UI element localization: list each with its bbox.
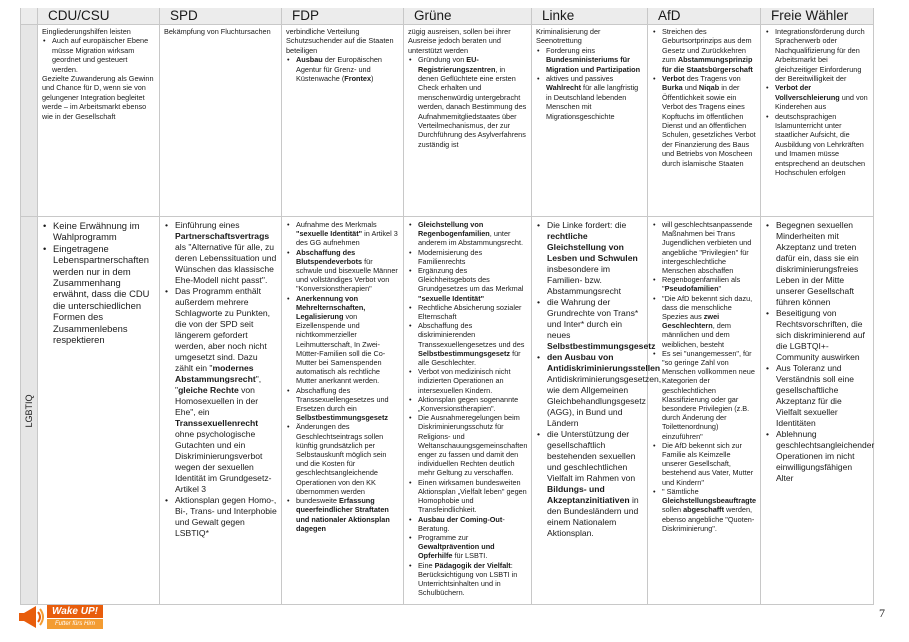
- list-item: • die Unterstützung der gesellschaftlich bestehenden sexuellen und geschlechtlichen Vielfalt im Rahmen von Bildungs- und Akzeptanzinitiativen in den Bundesländern und einem Nationalem Aktionsplan.: [536, 429, 643, 539]
- page-number: 7: [879, 606, 885, 620]
- cell-cdu-lgbtiq: [38, 217, 160, 605]
- list-item: • Gleichstellung von Regenbogenfamilien, unter anderem im Abstammungsrecht.: [408, 220, 527, 248]
- cell-spd-migration: [160, 25, 282, 217]
- list-item: • Anerkennung von Mehrelternschaften, Legalisierung von Eizellenspende und nichtkommerzieller Leihmutterschaft, In Zwei-Mütter-Familien soll die Co-Mutter bei Samenspenden automatisch als rechtliche Mutter anerkannt werden.: [286, 294, 399, 386]
- list-item: • Das Programm enthält außerdem mehrere Schlagworte zu Punkten, die von der SPD seit längerem gefordert werden, aber noch nicht umgesetzt sind. Dazu zählt ein "modernes Abstammungsrecht", "gleiche Rechte von Homosexuellen in der Ehe", ein Transsexuellenrecht ohne psychologische Gutachten und ein Diskriminierungsverbot wegen der sexuellen Identität im Grundgesetz-Artikel 3: [164, 286, 277, 495]
- list-item: • Rechtliche Absicherung sozialer Elternschaft: [408, 303, 527, 321]
- cell-text: Bekämpfung von Fluchtursachen: [164, 27, 271, 36]
- cell-gruene-migration: [404, 25, 532, 217]
- list-item: • Verbot des Tragens von Burka und Niqab in der Öffentlichkeit sowie ein Verbot des Tragens eines Kopftuchs im öffentlichen Dienst und an öffentlichen Schulen, gesetzliches Verbot der Finanzierung des Baus und Betriebs von Moscheen durch islamische Staaten: [652, 74, 756, 168]
- cell-fw-migration: [761, 25, 874, 217]
- cell-text: zügig ausreisen, sollen bei ihrer Ausreise jedoch beraten und unterstützt werden: [408, 27, 511, 55]
- list-item: • Ausbau der Europäischen Agentur für Grenz- und Küstenwache (Frontex): [286, 55, 399, 83]
- header-afd: AfD: [648, 8, 761, 25]
- list-item: • Abschaffung des diskriminierenden Transsexuellengesetzes und des Selbstbestimmungsgesetz für alle Geschlechter.: [408, 321, 527, 367]
- list-item: • den Ausbau von Antidiskriminierungsstellen Antidiskriminierungsgesetzen, wie dem Allgemeinen Gleichbehandlungsgesetz (AGG), in Bund und Ländern: [536, 352, 643, 429]
- list-item: • Die Linke fordert: die rechtliche Gleichstellung von Lesben und Schwulen insbesondere im Familien- bzw. Abstammungsrecht: [536, 220, 643, 297]
- list-item: • Begegnen sexuellen Minderheiten mit Akzeptanz und treten dafür ein, dass sie ein diskriminierungsfreies Leben in der Mitte unserer Gesellschaft führen können: [765, 220, 869, 308]
- list-item: • Keine Erwähnung im Wahlprogramm: [42, 220, 155, 243]
- list-item: • Auch auf europäischer Ebene müsse Migration wirksam geordnet und gesteuert werden.: [42, 36, 155, 74]
- list-item: • Es sei "unangemessen", für "so geringe Zahl von Menschen vollkommen neue Kategorien der geschlechtlichen Klassifizierung oder gar besondere Privilegien (z.B. durch Änderung der Toilettenordnung) einzuführen": [652, 349, 756, 441]
- row-label-lgbtiq: [21, 217, 38, 605]
- list-item: • Forderung eins Bundesministeriums für Migration und Partizipation: [536, 46, 643, 74]
- megaphone-icon: [18, 603, 46, 631]
- list-item: • Aktionsplan gegen sogenannte „Konversionstherapien".: [408, 395, 527, 413]
- cell-spd-lgbtiq: [160, 217, 282, 605]
- list-item: • Regenbogenfamilien als "Pseudofamilien": [652, 275, 756, 293]
- cell-text: verbindliche Verteilung Schutzsuchender auf die Staaten beteiligen: [286, 27, 394, 55]
- list-item: • Ausbau der Coming-Out-Beratung.: [408, 515, 527, 533]
- cell-text: Kriminalisierung der Seenotrettung: [536, 27, 601, 46]
- list-item: • Ablehnung geschlechtsangleichender Operationen im nicht einwilligungsfähigen Alter: [765, 429, 869, 484]
- list-item: • Verbot von medizinisch nicht indizierten Operationen an intersexuellen Kindern.: [408, 367, 527, 395]
- list-item: • "Die AfD bekennt sich dazu, dass die menschliche Spezies aus zwei Geschlechtern, dem männlichen und dem weiblichen, besteht: [652, 294, 756, 349]
- list-item: • Einen wirksamen bundesweiten Aktionsplan „Vielfalt leben" gegen Homophobie und Transfeindlichkeit.: [408, 478, 527, 515]
- cell-gruene-lgbtiq: [404, 217, 532, 605]
- cell-fdp-migration: [282, 25, 404, 217]
- header-fdp: FDP: [282, 8, 404, 25]
- cell-text: Eingliederungshilfen leisten: [42, 27, 131, 36]
- cell-cdu-migration: [38, 25, 160, 217]
- list-item: • Abschaffung des Blutspendeverbots für schwule und bisexuelle Männer und vollständiges Verbot von "Konversionstherapien": [286, 248, 399, 294]
- list-item: • die Wahrung der Grundrechte von Trans* und Inter* durch ein neues Selbstbestimmungsgesetz: [536, 297, 643, 352]
- header-gruene: Grüne: [404, 8, 532, 25]
- list-item: • Beseitigung von Rechtsvorschriften, die sich diskriminierend auf die LGBTQI+-Community auswirken: [765, 308, 869, 363]
- list-item: • bundesweite Erfassung queerfeindlicher Straftaten und nationaler Aktionsplan dagegen: [286, 496, 399, 533]
- list-item: • Aufnahme des Merkmals "sexuelle Identität" in Artikel 3 des GG aufnehmen: [286, 220, 399, 248]
- list-item: • Eingetragene Lebenspartnerschaften werden nur in dem Zusammenhang erwähnt, dass die CDU die unterschiedlichen Formen des Zusammenlebens respektieren: [42, 243, 155, 346]
- cell-afd-migration: [648, 25, 761, 217]
- list-item: • Die Ausnahmeregelungen beim Diskriminierungsschutz für Religions- und Weltanschauungsgemeinschaften enger zu fassen und damit den individuellen Rechten deutlich mehr Geltung zu verschaffen.: [408, 413, 527, 477]
- list-item: • Modernisierung des Familienrechts: [408, 248, 527, 266]
- cell-linke-migration: [532, 25, 648, 217]
- row-label-text: LGBTIQ: [24, 394, 34, 428]
- list-item: • Die AfD bekennt sich zur Familie als Keimzelle unserer Gesellschaft, bestehend aus Vater, Mutter und Kindern": [652, 441, 756, 487]
- party-comparison-table: [20, 8, 896, 605]
- logo-subtitle: Futter fürs Hirn: [47, 619, 103, 629]
- list-item: • will geschlechtsanpassende Maßnahmen bei Trans Jugendlichen verbieten und angebliche "Privilegien" für intergeschlechtliche Menschen abschaffen: [652, 220, 756, 275]
- list-item: • Verbot der Vollverschleierung und von Kinderehen aus: [765, 83, 869, 111]
- row-label-migration: [21, 25, 38, 217]
- list-item: • Abschaffung des Transsexuellengesetzes und Ersetzen durch ein Selbstbestimmungsgesetz: [286, 386, 399, 423]
- wake-up-logo: [18, 601, 104, 633]
- list-item: • Integrationsförderung durch Spracherwerb oder Nachqualifizierung für den Arbeitsmarkt bei gleichzeitiger Einforderung der Bereitwilligkeit der: [765, 27, 869, 83]
- list-item: • Einführung eines Partnerschaftsvertrags als "Alternative für alle, zu deren Lebenssituation und Wünschen das klassische Ehe-Modell nicht passt".: [164, 220, 277, 286]
- cell-afd-lgbtiq: [648, 217, 761, 605]
- cell-fdp-lgbtiq: [282, 217, 404, 605]
- header-corner: [21, 8, 38, 25]
- header-spd: SPD: [160, 8, 282, 25]
- header-linke: Linke: [532, 8, 648, 25]
- cell-linke-lgbtiq: [532, 217, 662, 605]
- list-item: • deutschsprachigen Islamunterricht unter staatlicher Aufsicht, die Ausbildung von Lehrkräften und Imamen müsse entsprechend an deutschen Hochschulen erfolgen: [765, 112, 869, 178]
- list-item: • Streichen des Geburtsortprinzips aus dem Gesetz und Zurückkehren zum Abstammungsprinzip für die Staatsbürgerschaft: [652, 27, 756, 74]
- logo-title: Wake UP!: [47, 605, 103, 618]
- list-item: • Aktionsplan gegen Homo-, Bi-, Trans- und Interphobie und Gewalt gegen LSBTIQ*: [164, 495, 277, 539]
- list-item: • Änderungen des Geschlechtseintrags sollen künftig grundsätzlich per Selbstauskunft möglich sein und die Kosten für geschlechtsangleichende Operationen von den KK übernommen werden: [286, 422, 399, 496]
- list-item: • Ergänzung des Gleichheitsgebots des Grundgesetzes um das Merkmal "sexuelle Identität": [408, 266, 527, 303]
- list-item: • " Sämtliche Gleichstellungsbeauftragte sollen abgeschafft werden, ebenso angebliche "Quoten-Diskriminierung".: [652, 487, 756, 533]
- header-freie-waehler: Freie Wähler: [761, 8, 874, 25]
- header-cdu-csu: CDU/CSU: [38, 8, 160, 25]
- cell-fw-lgbtiq: [761, 217, 874, 605]
- list-item: • aktives und passives Wahlrecht für alle langfristig in Deutschland lebenden Menschen mit Migrationsgeschichte: [536, 74, 643, 121]
- list-item: • Eine Pädagogik der Vielfalt: Berücksichtigung von LSBTI in Unterrichtsinhalten und in Schulbüchern.: [408, 561, 527, 598]
- list-item: • Programme zur Gewaltprävention und Opferhilfe für LSBTI.: [408, 533, 527, 561]
- cell-text: Gezielte Zuwanderung als Gewinn und Chance für D, wenn sie von gelungener Integration begleitet werde – im Arbeitsmarkt ebenso wie in der Gesellschaft: [42, 74, 154, 121]
- list-item: • Aus Toleranz und Verständnis soll eine gesellschaftliche Akzeptanz für die Vielfalt sexueller Identitäten: [765, 363, 869, 429]
- list-item: • Gründung von EU-Registrierungszentren, in denen Geflüchtete eine ersten Check erhalten und menschenwürdig untergebracht werden, danach Bestimmung des Aufnahmemitgliedstaates über Verteilmechanismus, der zur Durchführung des Asylverfahrens zuständig ist: [408, 55, 527, 149]
